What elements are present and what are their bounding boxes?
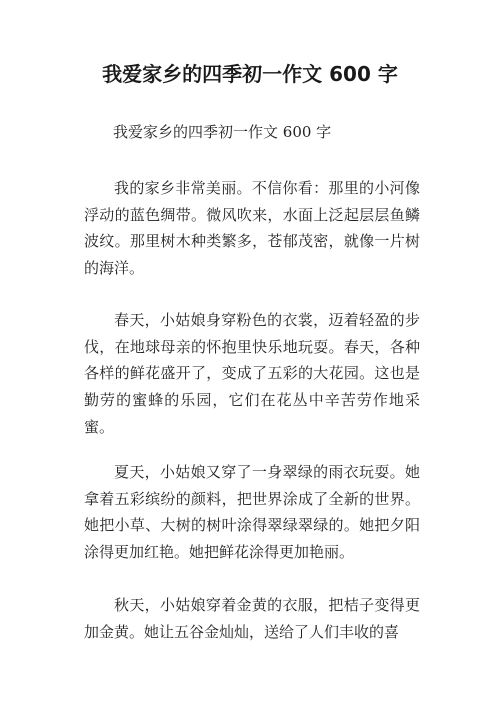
paragraph-intro: 我的家乡非常美丽。不信你看：那里的小河像浮动的蓝色绸带。微风吹来，水面上泛起层层鱼鳞波纹。那里树木种类繁多，苍郁茂密，就像一片树的海洋。 <box>84 179 420 278</box>
document-subtitle: 我爱家乡的四季初一作文 600 字 <box>113 123 332 141</box>
document-title: 我爱家乡的四季初一作文 600 字 <box>102 62 398 86</box>
paragraph-spring: 春天，小姑娘身穿粉色的衣裳，迈着轻盈的步伐，在地球母亲的怀抱里快乐地玩耍。春天，各种各样的鲜花盛开了，变成了五彩的大花园。这也是勤劳的蜜蜂的乐园，它们在花丛中辛苦劳作地采蜜。 <box>84 311 420 436</box>
paragraph-autumn: 秋天，小姑娘穿着金黄的衣服，把桔子变得更加金黄。她让五谷金灿灿，送给了人们丰收的喜 <box>84 596 420 641</box>
paragraph-summer: 夏天，小姑娘又穿了一身翠绿的雨衣玩耍。她拿着五彩缤纷的颜料，把世界涂成了全新的世界。她把小草、大树的树叶涂得翠绿翠绿的。她把夕阳涂得更加红艳。她把鲜花涂得更加艳丽。 <box>84 463 420 562</box>
